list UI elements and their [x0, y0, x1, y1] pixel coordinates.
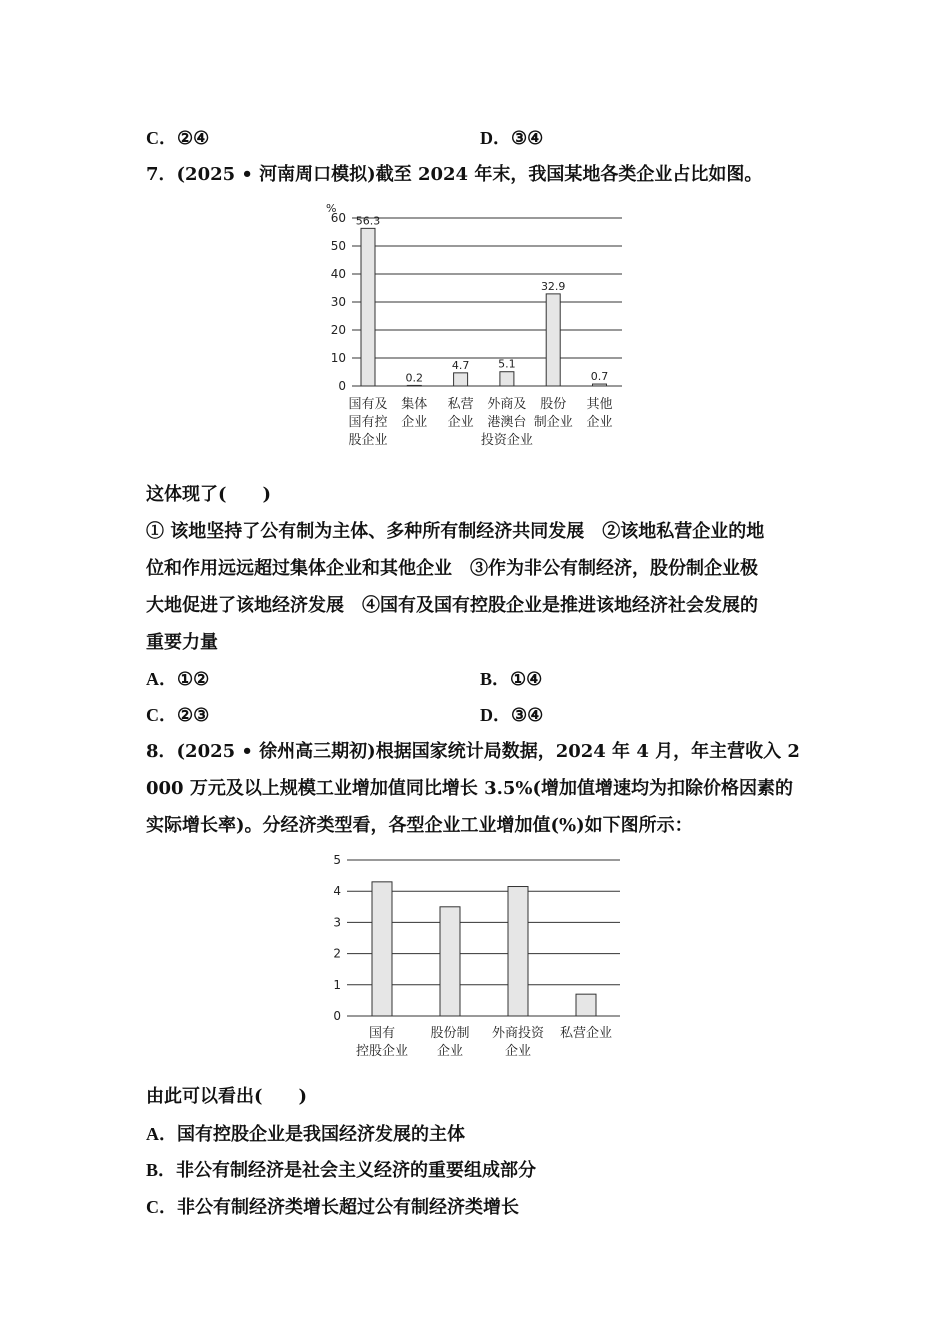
option-label: C．: [146, 1197, 177, 1217]
option-text: ③④: [511, 705, 544, 726]
x-category-label: 港澳台: [487, 415, 527, 430]
q7-statement-line-2: 位和作用远远超过集体企业和其他企业 ③作为非公有制经济，股份制企业极: [146, 558, 758, 579]
option-label: D．: [480, 705, 511, 725]
option-text: ①④: [510, 669, 543, 690]
bar: [440, 907, 460, 1016]
q8-option-a: [146, 1122, 465, 1147]
option-text: 非公有制经济是社会主义经济的重要组成部分: [176, 1160, 537, 1181]
y-tick-label: 1: [333, 977, 341, 992]
option-label: C．: [146, 705, 177, 725]
option-text: 国有控股企业是我国经济发展的主体: [177, 1124, 465, 1145]
x-category-label: 企业: [436, 1044, 464, 1059]
data-label: 32.9: [540, 279, 566, 293]
bar: [508, 887, 528, 1016]
y-tick-label: 60: [330, 211, 346, 225]
x-category-label: 股份: [540, 397, 567, 412]
y-tick-label: 5: [333, 853, 341, 867]
x-category-label: 投资企业: [480, 433, 533, 448]
x-category-label: 制企业: [533, 415, 573, 430]
q8-stem-line-1: 8．(2025 • 徐州高三期初)根据国家统计局数据，2024 年 4 月，年主营收入 2: [146, 741, 800, 762]
y-axis-label: %: [326, 202, 337, 215]
x-category-label: 控股企业: [355, 1044, 409, 1059]
y-tick-label: 3: [333, 915, 341, 930]
bar: [454, 373, 468, 386]
y-tick-label: 4: [333, 884, 341, 899]
y-tick-label: 40: [330, 267, 346, 281]
bar: [500, 372, 514, 386]
q7-statement-line-3: 大地促进了该地经济发展 ④国有及国有控股企业是推进该地经济社会发展的: [146, 595, 758, 616]
option-text: ②③: [177, 705, 210, 726]
q7-option-d: [480, 703, 543, 728]
option-label: A．: [146, 1124, 177, 1144]
q7-after-chart: 这体现了( ): [146, 484, 272, 505]
bar: [407, 385, 421, 386]
option-label: B．: [146, 1160, 177, 1180]
x-category-label: 外商投资: [491, 1026, 545, 1041]
option-text: ②④: [177, 128, 210, 149]
y-tick-label: 0: [333, 1009, 341, 1023]
q8-stem-line-3: 实际增长率)。分经济类型看，各型企业工业增加值(%)如下图所示：: [146, 815, 693, 836]
x-category-label: 股企业: [348, 433, 388, 448]
x-category-label: 企业: [401, 415, 428, 430]
x-category-label: 国有及: [348, 397, 388, 412]
x-category-label: 私营企业: [559, 1026, 613, 1041]
data-label: 56.3: [355, 214, 381, 228]
q7-statement-line-1: ① 该地坚持了公有制为主体、多种所有制经济共同发展 ②该地私营企业的地: [146, 521, 765, 542]
q7-chart: [300, 195, 640, 459]
q7-option-a: [146, 667, 209, 692]
x-category-label: 企业: [504, 1044, 532, 1059]
data-label: 0.7: [590, 370, 609, 384]
y-tick-label: 20: [330, 323, 346, 337]
x-category-label: 股份制: [430, 1026, 470, 1041]
q8-option-b: [146, 1158, 536, 1183]
q6-option-c: [146, 126, 209, 151]
y-tick-label: 10: [330, 351, 346, 365]
bar: [593, 384, 607, 386]
q8-stem-line-2: 000 万元及以上规模工业增加值同比增长 3.5%(增加值增速均为扣除价格因素的: [146, 778, 794, 799]
x-category-label: 国有控: [348, 415, 388, 430]
bar: [372, 882, 392, 1016]
q7-option-b: [480, 667, 542, 692]
q7-option-c: [146, 703, 209, 728]
option-text: 非公有制经济类增长超过公有制经济类增长: [177, 1197, 519, 1218]
data-label: 4.7: [451, 358, 470, 372]
data-label: 5.1: [498, 357, 516, 371]
x-category-label: 企业: [447, 415, 474, 430]
option-label: A．: [146, 669, 177, 689]
y-tick-label: 30: [330, 295, 346, 309]
bar: [576, 994, 596, 1016]
y-tick-label: 2: [333, 946, 341, 961]
q8-option-c: [146, 1195, 519, 1220]
bar: [361, 228, 375, 386]
q7-stem: 7．(2025 • 河南周口模拟)截至 2024 年末，我国某地各类企业占比如图。: [146, 164, 763, 185]
q7-statement-line-4: 重要力量: [146, 632, 218, 653]
x-category-label: 其他: [586, 397, 613, 412]
option-label: B．: [480, 669, 511, 689]
q8-bar-chart: [300, 845, 640, 1065]
bar: [546, 294, 560, 386]
option-text: ③④: [511, 128, 544, 149]
x-category-label: 私营: [447, 397, 474, 412]
y-tick-label: 50: [330, 239, 346, 253]
option-label: C．: [146, 128, 177, 148]
y-tick-label: 0: [338, 379, 346, 393]
q6-option-d: [480, 126, 543, 151]
x-category-label: 国有: [368, 1026, 396, 1041]
option-text: ①②: [177, 669, 210, 690]
data-label: 0.2: [405, 371, 424, 385]
x-category-label: 企业: [586, 415, 613, 430]
q7-bar-chart: [300, 195, 640, 455]
x-category-label: 外商及: [487, 397, 527, 412]
option-label: D．: [480, 128, 511, 148]
q8-chart: [300, 845, 640, 1069]
x-category-label: 集体: [401, 397, 428, 412]
q8-after-chart: 由此可以看出( ): [146, 1086, 308, 1107]
